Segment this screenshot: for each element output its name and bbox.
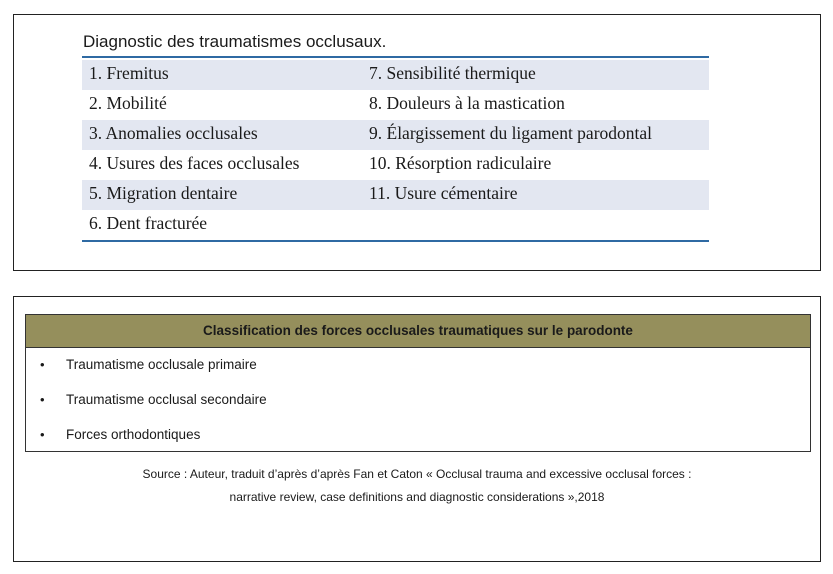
table-row bbox=[82, 180, 709, 210]
classification-table bbox=[25, 314, 811, 452]
classification-table-header: Classification des forces occlusales traumatiques sur le parodonte bbox=[26, 315, 810, 348]
table-cell: 11. Usure cémentaire bbox=[369, 183, 518, 203]
list-item bbox=[40, 427, 200, 442]
table-cell: 3. Anomalies occlusales bbox=[89, 123, 258, 143]
bullet-icon: • bbox=[40, 357, 45, 372]
table-cell: 2. Mobilité bbox=[89, 93, 167, 113]
list-item-label: Traumatisme occlusale primaire bbox=[66, 357, 257, 372]
table-cell: 4. Usures des faces occlusales bbox=[89, 153, 300, 173]
table-cell: 8. Douleurs à la mastication bbox=[369, 93, 565, 113]
source-citation-line1: Source : Auteur, traduit d’après d’après Fan et Caton « Occlusal trauma and excessive occlusal forces : bbox=[142, 467, 692, 481]
table-row bbox=[82, 120, 709, 150]
list-item bbox=[40, 357, 257, 372]
table-row bbox=[82, 210, 709, 240]
table-cell: 9. Élargissement du ligament parodontal bbox=[369, 123, 653, 143]
diagnostic-table-title: Diagnostic des traumatismes occlusaux. bbox=[83, 32, 387, 51]
classification-panel bbox=[13, 296, 821, 562]
table-cell: 5. Migration dentaire bbox=[89, 183, 238, 203]
table-cell: 6. Dent fracturée bbox=[89, 213, 208, 233]
list-item-label: Traumatisme occlusal secondaire bbox=[66, 392, 267, 407]
diagnostic-table-panel bbox=[13, 14, 821, 271]
list-item-label: Forces orthodontiques bbox=[66, 427, 201, 442]
source-citation-line2: narrative review, case definitions and diagnostic considerations »,2018 bbox=[229, 490, 605, 504]
table-cell: 10. Résorption radiculaire bbox=[369, 153, 552, 173]
table-bottom-rule bbox=[82, 240, 709, 242]
list-item bbox=[40, 392, 267, 407]
table-cell: 7. Sensibilité thermique bbox=[369, 63, 536, 83]
table-cell: 1. Fremitus bbox=[89, 63, 169, 83]
table-row bbox=[82, 90, 709, 120]
bullet-icon: • bbox=[40, 427, 45, 442]
table-row bbox=[82, 150, 709, 180]
table-row bbox=[82, 60, 709, 90]
table-top-rule bbox=[82, 56, 709, 58]
bullet-icon: • bbox=[40, 392, 45, 407]
